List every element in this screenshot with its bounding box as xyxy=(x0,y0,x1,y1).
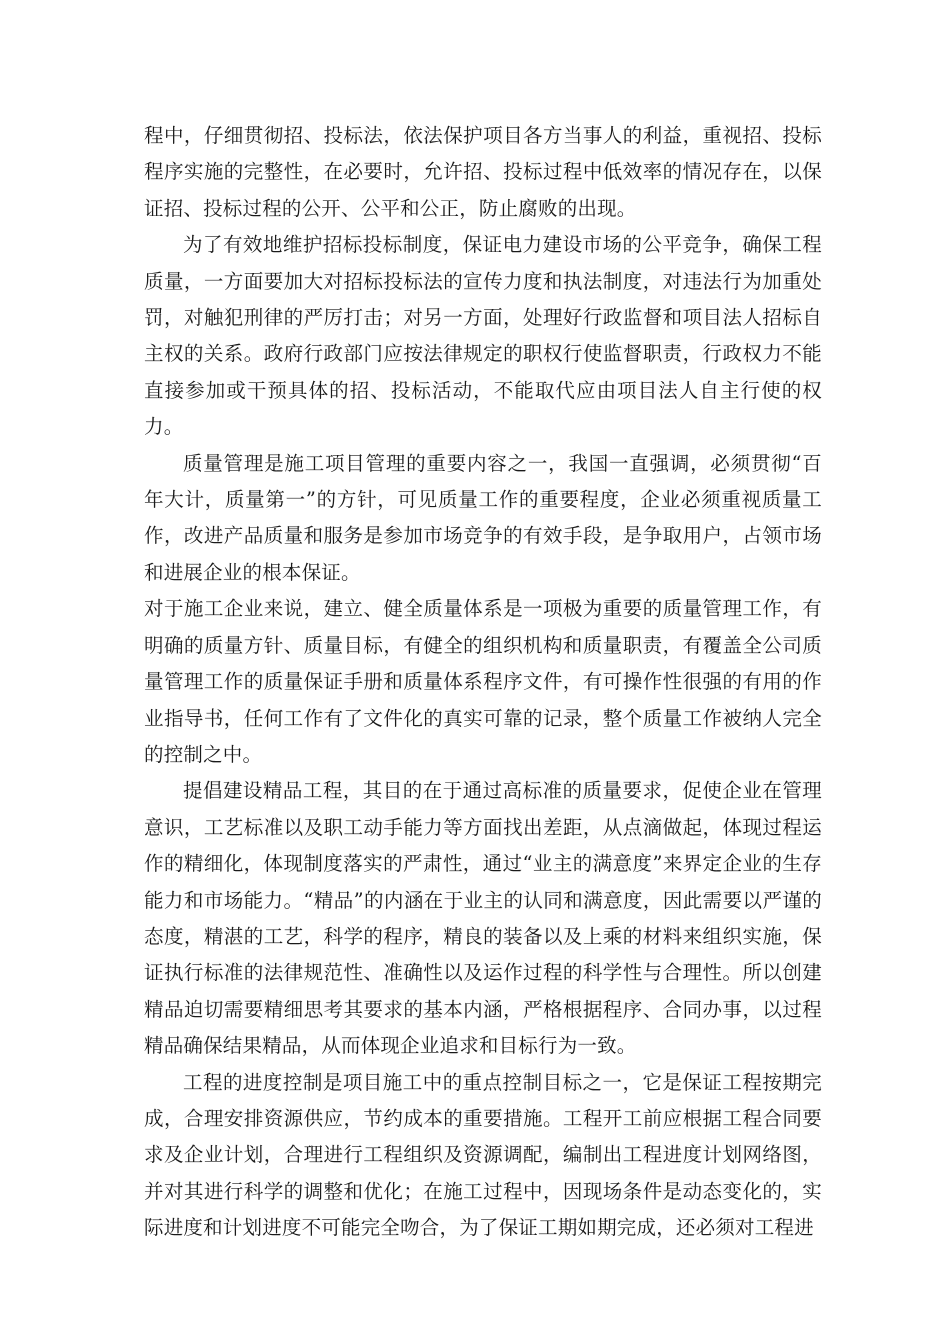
paragraph-quality-management: 质量管理是施工项目管理的重要内容之一，我国一直强调，必须贯彻“百年大计，质量第一”的方针，可见质量工作的重要程度，企业必须重视质量工作，改进产品质量和服务是参加市场竞争的有效手段，是争取用户，占领市场和进展企业的根本保证。 xyxy=(144,451,822,584)
document-body xyxy=(144,118,822,1247)
paragraph-quality-system: 对于施工企业来说，建立、健全质量体系是一项极为重要的质量管理工作，有明确的质量方针、质量目标，有健全的组织机构和质量职责，有覆盖全公司质量管理工作的质量保证手册和质量体系程序文件，有可操作性很强的有用的作业指导书，任何工作有了文件化的真实可靠的记录，整个质量工作被纳人完全的控制之中。 xyxy=(144,597,822,766)
paragraph-schedule-control: 工程的进度控制是项目施工中的重点控制目标之一，它是保证工程按期完成，合理安排资源供应，节约成本的重要措施。工程开工前应根据工程合同要求及企业计划，合理进行工程组织及资源调配，编制出工程进度计划网络图，并对其进行科学的调整和优化；在施工过程中，因现场条件是动态变化的，实际进度和计划进度不可能完全吻合，为了保证工期如期完成，还必须对工程进 xyxy=(144,1070,822,1240)
paragraph-quality-project: 提倡建设精品工程，其目的在于通过高标准的质量要求，促使企业在管理意识，工艺标准以及职工动手能力等方面找出差距，从点滴做起，体现过程运作的精细化，体现制度落实的严肃性，通过“业主的满意度”来界定企业的生存能力和市场能力。“精品”的内涵在于业主的认同和满意度，因此需要以严谨的态度，精湛的工艺，科学的程序，精良的装备以及上乘的材料来组织实施，保证执行标准的法律规范性、准确性以及运作过程的科学性与合理性。所以创建精品迫切需要精细思考其要求的基本内涵，严格根据程序、合同办事，以过程精品确保结果精品，从而体现企业追求和目标行为一致。 xyxy=(144,779,822,1058)
paragraph-bidding-system: 为了有效地维护招标投标制度，保证电力建设市场的公平竞争，确保工程质量，一方面要加大对招标投标法的宣传力度和执法制度，对违法行为加重处罚，对触犯刑律的严厉打击；对另一方面，处理好行政监督和项目法人招标自主权的关系。政府行政部门应按法律规定的职权行使监督职责，行政权力不能直接参加或干预具体的招、投标活动，不能取代应由项目法人自主行使的权力。 xyxy=(144,233,822,439)
paragraph-bidding-process: 程中，仔细贯彻招、投标法，依法保护项目各方当事人的利益，重视招、投标程序实施的完整性，在必要时，允许招、投标过程中低效率的情况存在，以保证招、投标过程的公开、公平和公正，防止腐败的出现。 xyxy=(144,124,822,220)
